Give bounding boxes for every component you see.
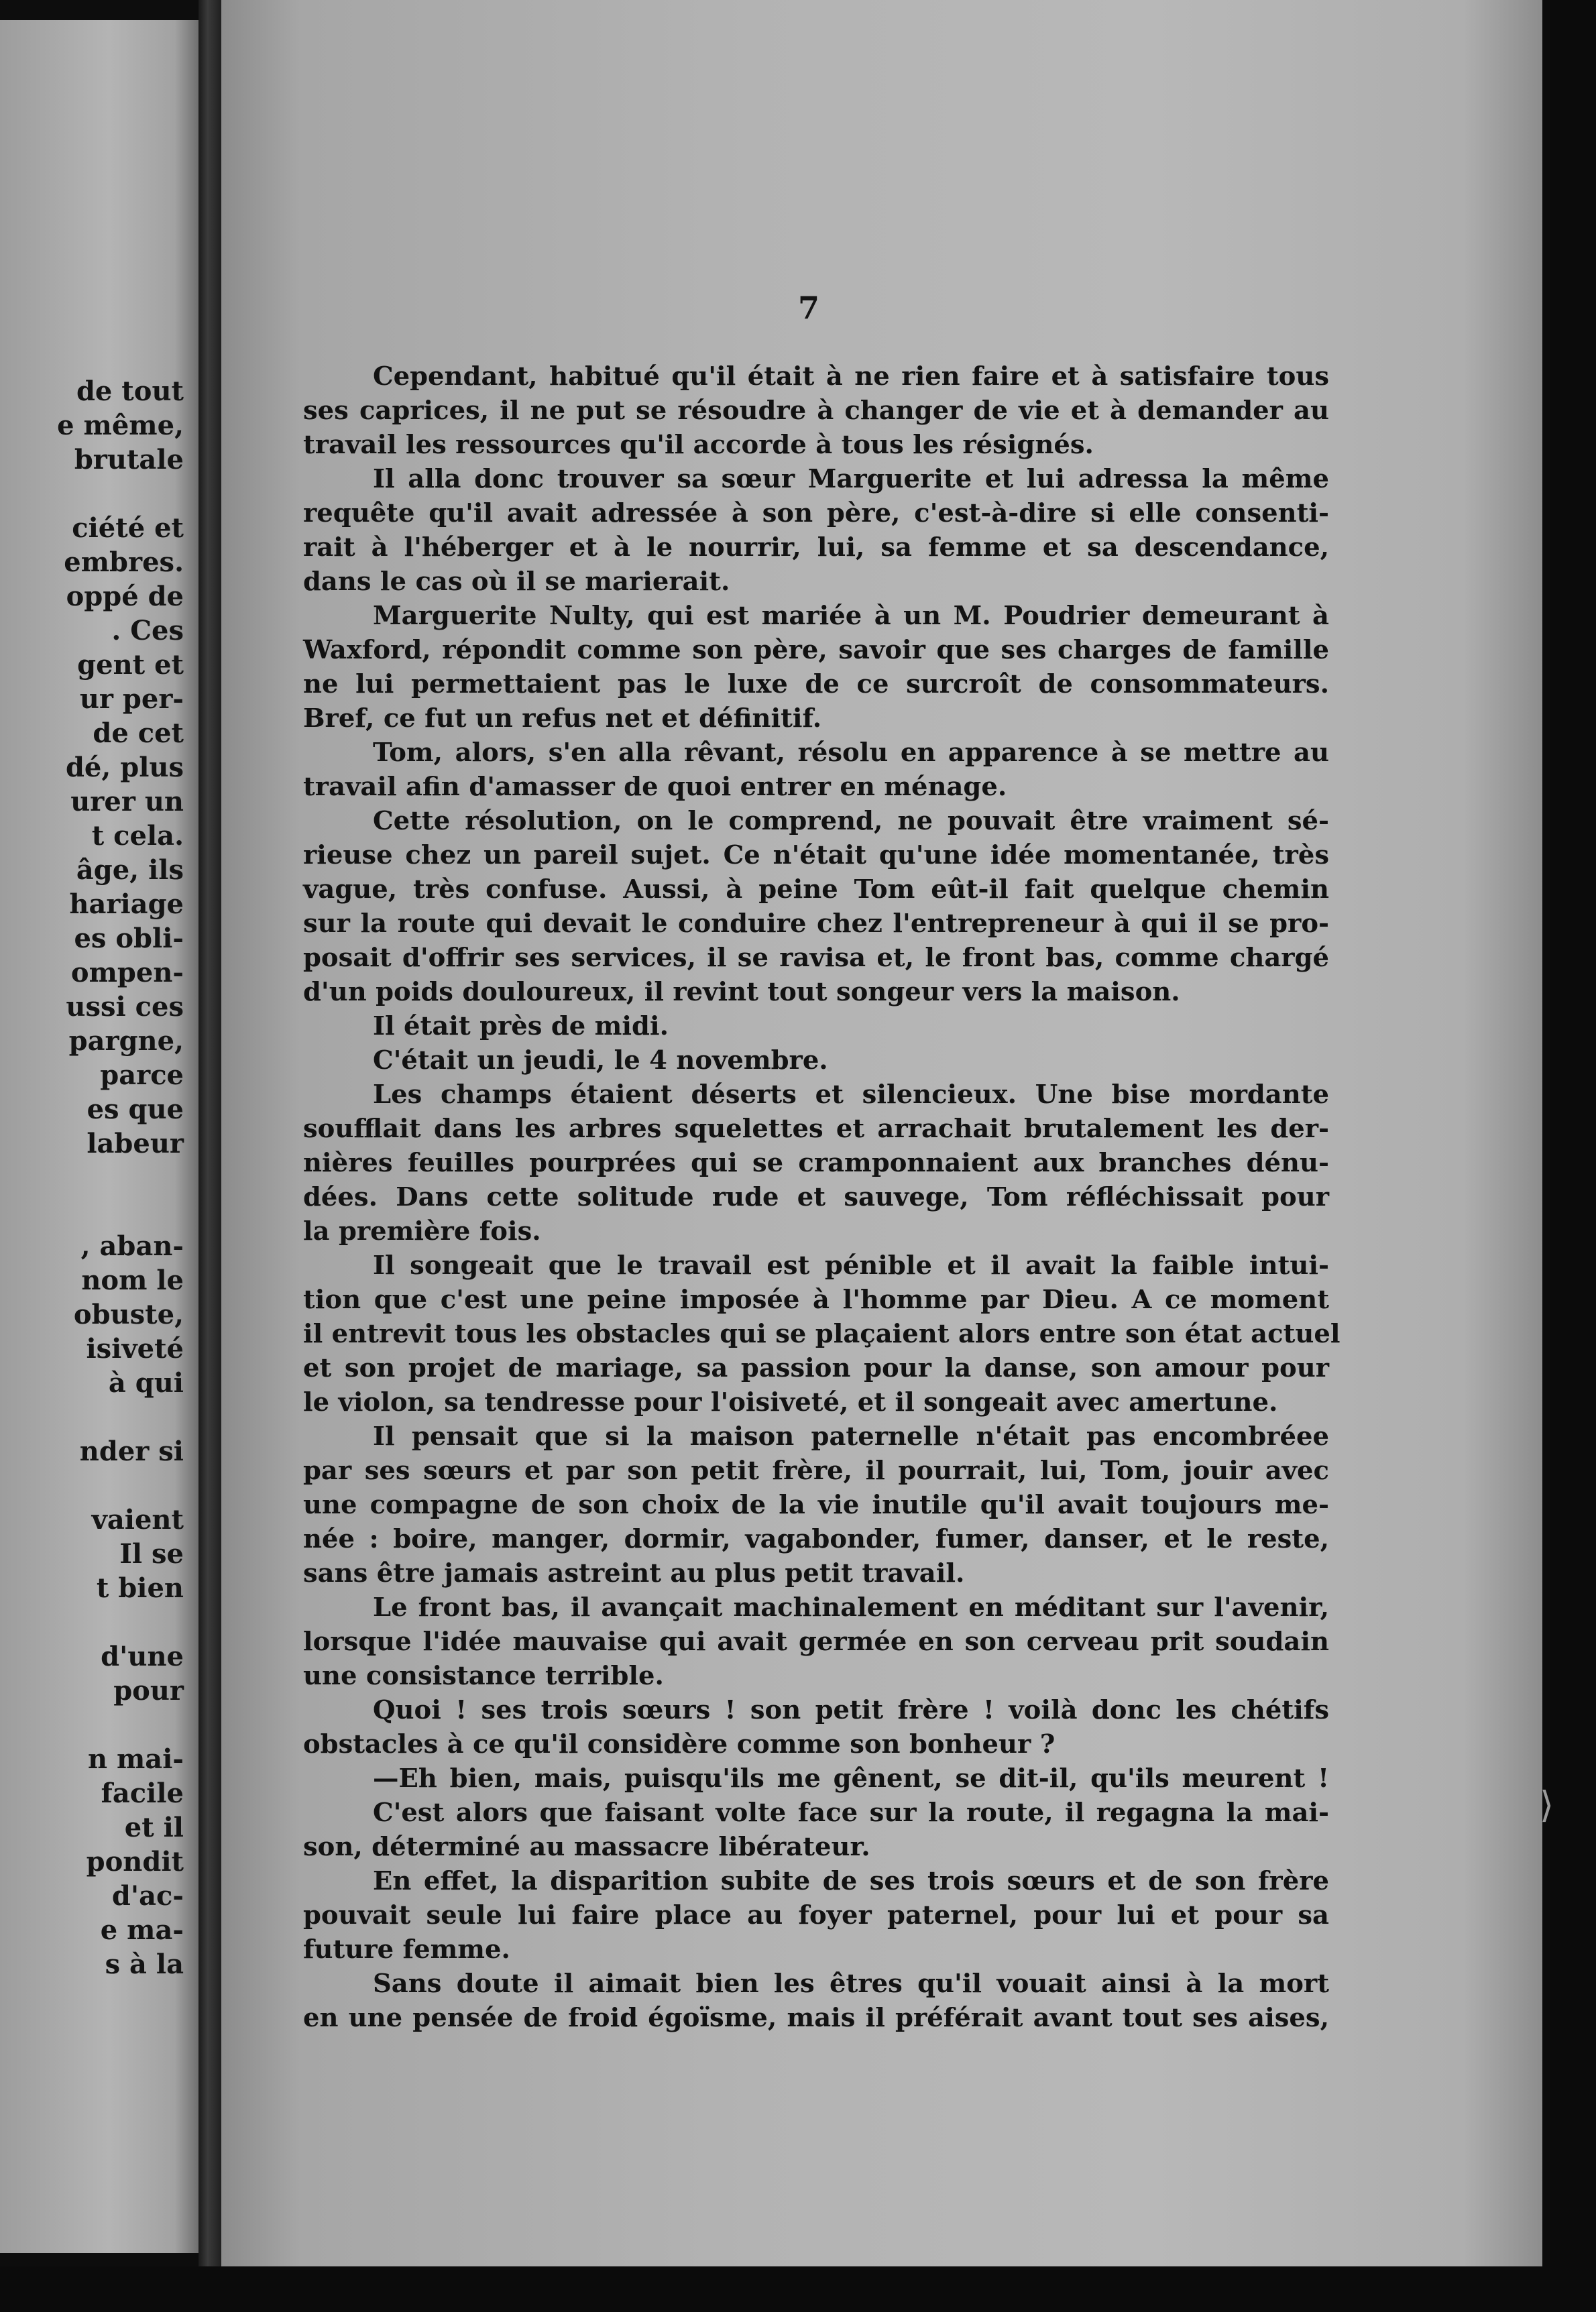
text-line: C'était un jeudi, le 4 novembre.: [373, 1045, 828, 1076]
text-line: Il était près de midi.: [373, 1011, 669, 1041]
text-line: la première fois.: [303, 1216, 541, 1247]
text-line: son, déterminé au massacre libérateur.: [303, 1832, 870, 1862]
text-line: lorsque l'idée mauvaise qui avait germée en son cerveau prit soudain: [303, 1627, 1329, 1657]
previous-page-fragment: d'une: [101, 1641, 184, 1672]
text-line: vague, très confuse. Aussi, à peine Tom eût-il fait quelque chemin: [303, 874, 1329, 905]
text-line: Sans doute il aimait bien les êtres qu'il vouait ainsi à la mort: [373, 1969, 1329, 1999]
previous-page-fragment: n mai-: [87, 1743, 184, 1775]
previous-page-fragment: , aban-: [80, 1230, 184, 1262]
text-line: pouvait seule lui faire place au foyer paternel, pour lui et pour sa: [303, 1900, 1329, 1930]
text-line: Il songeait que le travail est pénible et il avait la faible intui-: [373, 1251, 1329, 1281]
previous-page-fragment: embres.: [64, 546, 184, 578]
text-line: —Eh bien, mais, puisqu'ils me gênent, se dit-il, qu'ils meurent !: [373, 1764, 1329, 1794]
text-line: Tom, alors, s'en alla rêvant, résolu en apparence à se mettre au: [373, 738, 1329, 768]
page-number: 7: [798, 290, 820, 326]
previous-page-fragment: Il se: [119, 1538, 184, 1570]
previous-page-fragment: pondit: [86, 1846, 184, 1877]
text-line: soufflait dans les arbres squelettes et arrachait brutalement les der-: [303, 1114, 1329, 1144]
text-line: Il pensait que si la maison paternelle n'était pas encombréee: [373, 1422, 1329, 1452]
previous-page-fragment: oppé de: [66, 581, 184, 612]
text-line: obstacles à ce qu'il considère comme son bonheur ?: [303, 1729, 1056, 1759]
text-line: Quoi ! ses trois sœurs ! son petit frère ! voilà donc les chétifs: [373, 1695, 1329, 1725]
previous-page-fragment: es que: [87, 1094, 184, 1125]
scan-border-right: [1542, 0, 1596, 2312]
text-line: C'est alors que faisant volte face sur la route, il regagna la mai-: [373, 1798, 1329, 1828]
previous-page-fragment: t bien: [96, 1572, 184, 1604]
previous-page-fragment: es obli-: [74, 923, 184, 954]
text-line: Waxford, répondit comme son père, savoir que ses charges de famille: [303, 635, 1329, 665]
previous-page-fragment: de cet: [93, 717, 184, 749]
previous-page-fragment: ompen-: [70, 957, 184, 988]
previous-page-fragment: hariage: [69, 888, 184, 920]
text-line: une compagne de son choix de la vie inutile qu'il avait toujours me-: [303, 1490, 1329, 1520]
previous-page-fragment: labeur: [87, 1128, 184, 1159]
previous-page-fragment: ciété et: [72, 512, 184, 544]
text-line: rait à l'héberger et à le nourrir, lui, sa femme et sa descendance,: [303, 532, 1329, 563]
text-line: requête qu'il avait adressée à son père, c'est-à-dire si elle consenti-: [303, 498, 1329, 528]
previous-page-fragment: urer un: [70, 786, 184, 817]
previous-page-fragment: nom le: [81, 1265, 184, 1296]
text-line: travail afin d'amasser de quoi entrer en ménage.: [303, 772, 1007, 802]
text-line: une consistance terrible.: [303, 1661, 664, 1691]
text-line: Marguerite Nulty, qui est mariée à un M. Poudrier demeurant à: [373, 601, 1329, 631]
previous-page-fragment: à qui: [108, 1367, 184, 1399]
previous-page-fragment: gent et: [77, 649, 184, 681]
text-line: Cette résolution, on le comprend, ne pouvait être vraiment sé-: [373, 806, 1329, 836]
text-line: Le front bas, il avançait machinalement en méditant sur l'avenir,: [373, 1593, 1329, 1623]
previous-page-fragment: . Ces: [111, 615, 184, 646]
previous-page-fragment: isiveté: [86, 1333, 184, 1365]
previous-page-fragment: ussi ces: [66, 991, 184, 1023]
previous-page-edge: [0, 20, 198, 2253]
text-line: Il alla donc trouver sa sœur Marguerite et lui adressa la même: [373, 464, 1329, 494]
previous-page-fragment: facile: [101, 1778, 184, 1809]
previous-page-fragment: pour: [113, 1675, 184, 1707]
previous-page-fragment: e ma-: [100, 1914, 184, 1946]
text-line: ses caprices, il ne put se résoudre à changer de vie et à demander au: [303, 396, 1329, 426]
previous-page-fragment: de tout: [76, 375, 184, 407]
text-line: en une pensée de froid égoïsme, mais il préférait avant tout ses aises,: [303, 2003, 1329, 2033]
text-line: née : boire, manger, dormir, vagabonder, fumer, danser, et le reste,: [303, 1524, 1329, 1554]
previous-page-fragment: d'ac-: [111, 1880, 184, 1912]
previous-page-fragment: nder si: [79, 1436, 184, 1467]
text-line: le violon, sa tendresse pour l'oisiveté, et il songeait avec amertune.: [303, 1387, 1278, 1418]
text-line: rieuse chez un pareil sujet. Ce n'était qu'une idée momentanée, très: [303, 840, 1329, 870]
text-line: dées. Dans cette solitude rude et sauvege, Tom réfléchissait pour: [303, 1182, 1329, 1212]
text-line: future femme.: [303, 1934, 510, 1965]
text-line: travail les ressources qu'il accorde à tous les résignés.: [303, 430, 1094, 460]
previous-page-fragment: vaient: [91, 1504, 184, 1536]
page-body-text: [303, 359, 1341, 2035]
book-gutter: [198, 0, 221, 2266]
previous-page-fragment: et il: [124, 1812, 184, 1843]
text-line: par ses sœurs et par son petit frère, il pourrait, lui, Tom, jouir avec: [303, 1456, 1329, 1486]
text-line: sans être jamais astreint au plus petit travail.: [303, 1558, 965, 1588]
text-line: d'un poids douloureux, il revint tout songeur vers la maison.: [303, 977, 1180, 1007]
previous-page-fragment: âge, ils: [76, 854, 184, 886]
previous-page-fragment: t cela.: [91, 820, 184, 852]
text-line: ne lui permettaient pas le luxe de ce surcroît de consommateurs.: [303, 669, 1329, 699]
text-line: et son projet de mariage, sa passion pour la danse, son amour pour: [303, 1353, 1329, 1383]
text-line: sur la route qui devait le conduire chez l'entrepreneur à qui il se pro-: [303, 909, 1329, 939]
text-line: il entrevit tous les obstacles qui se plaçaient alors entre son état actuel: [303, 1319, 1341, 1349]
previous-page-fragment: s à la: [105, 1949, 184, 1980]
previous-page-fragment: brutale: [74, 444, 184, 475]
text-line: dans le cas où il se marierait.: [303, 567, 730, 597]
text-line: Les champs étaient déserts et silencieux. Une bise mordante: [373, 1080, 1329, 1110]
previous-page-fragment: dé, plus: [65, 752, 184, 783]
previous-page-fragment: ur per-: [79, 683, 184, 715]
text-line: Cependant, habitué qu'il était à ne rien faire et à satisfaire tous: [373, 361, 1329, 392]
text-line: tion que c'est une peine imposée à l'homme par Dieu. A ce moment: [303, 1285, 1329, 1315]
text-line: Bref, ce fut un refus net et définitif.: [303, 703, 822, 734]
previous-page-fragment: parce: [100, 1059, 184, 1091]
previous-page-fragment: pargne,: [68, 1025, 184, 1057]
previous-page-fragment: obuste,: [73, 1299, 184, 1330]
scan-border-bottom: [0, 2266, 1596, 2312]
previous-page-fragment: e même,: [57, 410, 184, 441]
text-line: posait d'offrir ses services, il se ravisa et, le front bas, comme chargé: [303, 943, 1329, 973]
scan-edge-mark: ⟩: [1540, 1784, 1554, 1826]
text-line: nières feuilles pourprées qui se cramponnaient aux branches dénu-: [303, 1148, 1329, 1178]
text-line: En effet, la disparition subite de ses trois sœurs et de son frère: [373, 1866, 1329, 1896]
